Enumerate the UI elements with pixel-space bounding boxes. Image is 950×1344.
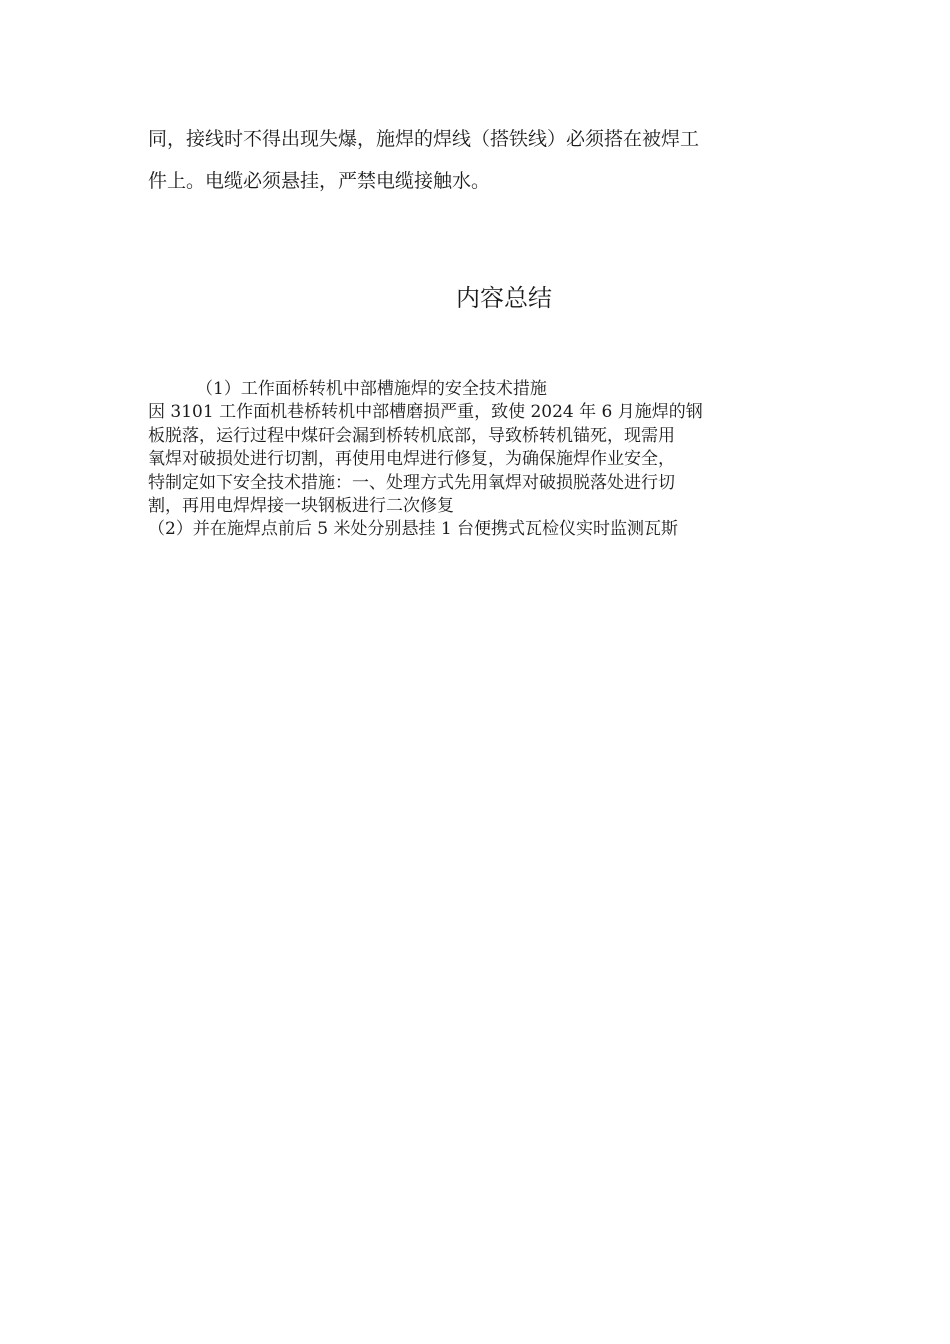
- summary-heading-1: （1）工作面桥转机中部槽施焊的安全技术措施: [196, 379, 547, 399]
- summary-body-line: 割，再用电焊焊接一块钢板进行二次修复: [148, 496, 454, 517]
- summary-title: 内容总结: [456, 284, 552, 312]
- summary-body-line: 氧焊对破损处进行切割，再使用电焊进行修复，为确保施焊作业安全，: [148, 449, 675, 470]
- summary-heading-2: （2）并在施焊点前后 5 米处分别悬挂 1 台便携式瓦检仪实时监测瓦斯: [148, 519, 679, 540]
- summary-body-line: 板脱落，运行过程中煤矸会漏到桥转机底部，导致桥转机锚死，现需用: [148, 425, 675, 446]
- summary-block: [148, 378, 808, 542]
- summary-body-line: 因 3101 工作面机巷桥转机中部槽磨损严重，致使 2024 年 6 月施焊的钢: [148, 402, 703, 423]
- summary-body-line: 特制定如下安全技术措施：一、处理方式先用氧焊对破损脱落处进行切: [148, 472, 675, 493]
- paragraph-line: 同，接线时不得出现失爆，施焊的焊线（搭铁线）必须搭在被焊工: [148, 128, 700, 150]
- continued-paragraph: [148, 118, 808, 202]
- paragraph-line: 件上。电缆必须悬挂，严禁电缆接触水。: [148, 170, 491, 192]
